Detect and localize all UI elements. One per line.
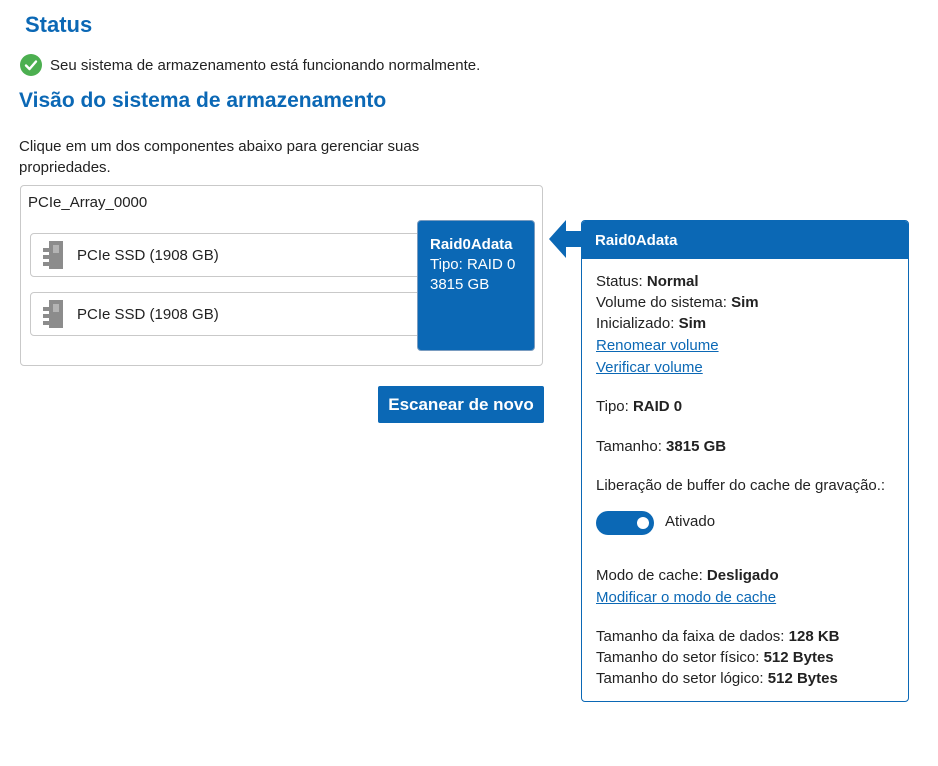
status-field: Status: Normal: [596, 273, 699, 290]
disk-label: PCIe SSD (1908 GB): [77, 246, 219, 264]
physical-sector-field: Tamanho do setor físico: 512 Bytes: [596, 649, 834, 666]
overview-instructions: Clique em um dos componentes abaixo para gerenciar suas propriedades.: [19, 138, 420, 176]
status-row: [20, 54, 480, 76]
array-name: PCIe_Array_0000: [28, 194, 148, 211]
toggle-knob: [637, 517, 649, 529]
buffer-flush-label: Liberação de buffer do cache de gravação.:: [596, 477, 886, 494]
type-field: Tipo: RAID 0: [596, 398, 683, 415]
overview-heading: Visão do sistema de armazenamento: [19, 89, 387, 112]
rename-volume-link[interactable]: Renomear volume: [596, 337, 719, 354]
status-message: Seu sistema de armazenamento está funcionando normalmente.: [50, 56, 481, 74]
rescan-button[interactable]: Escanear de novo: [378, 386, 544, 423]
logical-sector-field: Tamanho do setor lógico: 512 Bytes: [596, 670, 838, 687]
modify-cache-mode-link[interactable]: Modificar o modo de cache: [596, 589, 777, 606]
size-field: Tamanho: 3815 GB: [596, 438, 727, 455]
volume-tile[interactable]: [417, 220, 535, 351]
stripe-size-field: Tamanho da faixa de dados: 128 KB: [596, 628, 840, 645]
disk-item[interactable]: [30, 292, 440, 336]
cache-mode-field: Modo de cache: Desligado: [596, 567, 779, 584]
panel-title: Raid0Adata: [582, 221, 908, 259]
ssd-icon: [43, 240, 67, 270]
verify-volume-link[interactable]: Verificar volume: [596, 359, 703, 376]
ssd-icon: [43, 299, 67, 329]
volume-size: 3815 GB: [430, 276, 490, 293]
check-circle-icon: [20, 54, 42, 76]
volume-details-panel: [581, 220, 909, 702]
volume-type: Tipo: RAID 0: [430, 256, 516, 273]
system-volume-field: Volume do sistema: Sim: [596, 294, 759, 311]
disk-item[interactable]: [30, 233, 440, 277]
buffer-flush-toggle[interactable]: [596, 511, 654, 535]
status-heading: Status: [25, 12, 93, 37]
arrow-left-icon: [549, 220, 583, 258]
volume-name: Raid0Adata: [430, 236, 513, 253]
initialized-field: Inicializado: Sim: [596, 315, 707, 332]
buffer-flush-state: Ativado: [665, 513, 716, 530]
disk-label: PCIe SSD (1908 GB): [77, 305, 219, 323]
